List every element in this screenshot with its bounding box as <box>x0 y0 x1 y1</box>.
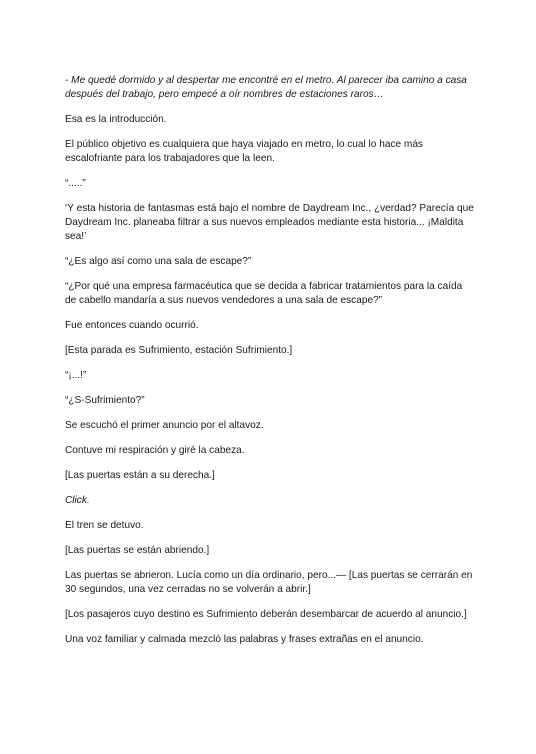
paragraph-16: El tren se detuvo. <box>65 520 144 531</box>
paragraph-11: “¿S-Sufrimiento?” <box>65 395 145 406</box>
paragraph-14: [Las puertas están a su derecha.] <box>65 470 215 481</box>
paragraph-3: El público objetivo es cualquiera que haya viajado en metro, lo cual lo hace más escalofriante para los trabajadores que la leen. <box>65 139 423 164</box>
paragraph-17: [Las puertas se están abriendo.] <box>65 545 210 556</box>
paragraph-19: [Los pasajeros cuyo destino es Sufrimiento deberán desembarcar de acuerdo al anuncio.] <box>65 609 467 620</box>
paragraph-10: “¡...!” <box>65 370 87 381</box>
paragraph-6: “¿Es algo así como una sala de escape?” <box>65 256 252 267</box>
paragraph-8: Fue entonces cuando ocurrió. <box>65 320 199 331</box>
paragraph-15: Click. <box>65 495 90 506</box>
paragraph-1: - Me quedé dormido y al despertar me encontré en el metro. Al parecer iba camino a casa después del trabajo, pero empecé a oír nombres de estaciones raros… <box>65 75 467 100</box>
paragraph-5: ‘Y esta historia de fantasmas está bajo el nombre de Daydream Inc., ¿verdad? Parecía que Daydream Inc. planeaba filtrar a sus nuevos empleados mediante esta historia... ¡Maldita sea!’ <box>65 203 474 242</box>
paragraph-2: Esa es la introducción. <box>65 114 167 125</box>
paragraph-13: Contuve mi respiración y giré la cabeza. <box>65 445 245 456</box>
paragraph-12: Se escuchó el primer anuncio por el altavoz. <box>65 420 264 431</box>
paragraph-20: Una voz familiar y calmada mezcló las palabras y frases extrañas en el anuncio. <box>65 634 424 645</box>
document-body <box>65 74 475 658</box>
paragraph-18: Las puertas se abrieron. Lucía como un día ordinario, pero...— [Las puertas se cerrarán en 30 segundos, una vez cerradas no se volverán a abrir.] <box>65 570 473 595</box>
paragraph-4: “.....” <box>65 178 86 189</box>
paragraph-7: “¿Por qué una empresa farmacéutica que se decida a fabricar tratamientos para la caída de cabello mandaría a sus nuevos vendedores a una sala de escape?” <box>65 281 463 306</box>
paragraph-9: [Esta parada es Sufrimiento, estación Sufrimiento.] <box>65 345 293 356</box>
